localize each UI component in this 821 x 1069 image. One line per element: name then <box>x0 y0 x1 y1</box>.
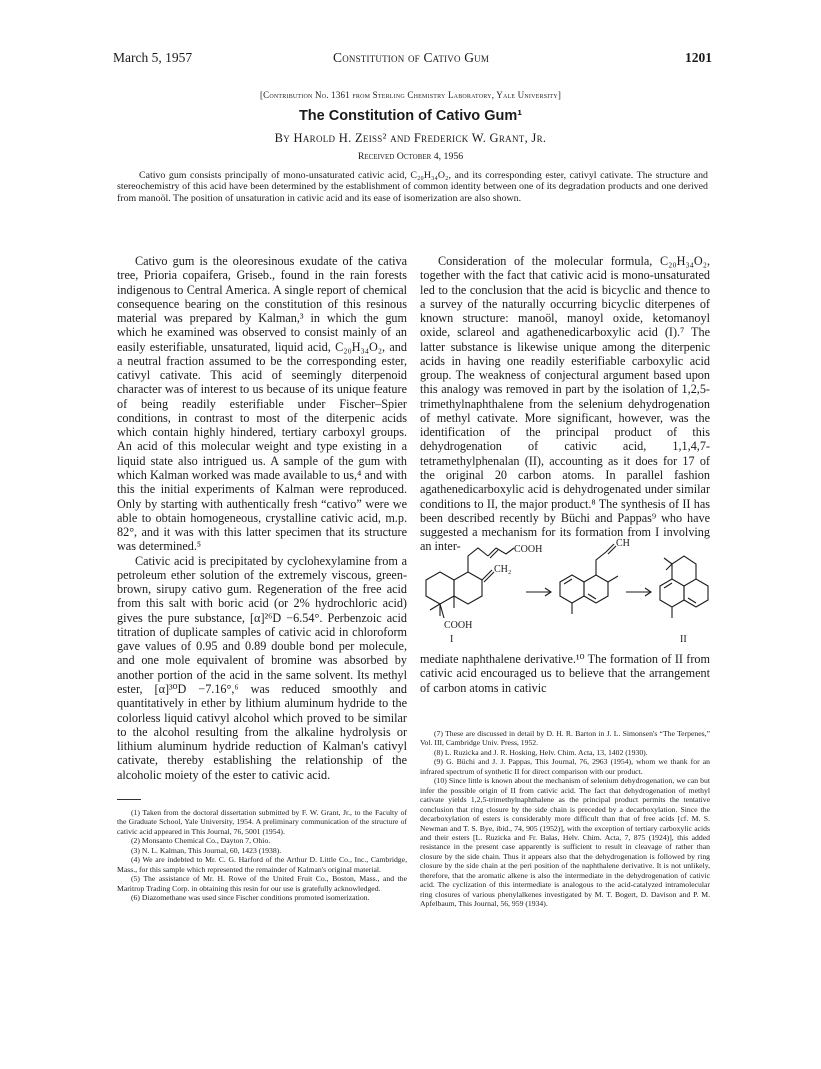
footnote-10: (10) Since little is known about the mechanism of selenium dehydrogenation, we can but infer the possible origin of II from cativic acid. The fact that dehydrogenation of methyl cativate yields 1,2,5-trimethylnaphthalene as the principal product permits the tentative conclusion that ring closure by the side chain is preceded by a decarboxylation. Since the decarboxylation of esters is considerably more difficult than that of free acids [cf. M. S. Newman and T. S. Bye, ibid., 74, 905 (1952)], with the exception of tertiary carboxylic acids and their esters [L. Ruzicka and Fr. Balas, Helv. Chim. Acta, 7, 875 (1924)], this added resistance in the present case apparently is sufficient to result in cleavage of rather than closure by the side chain. Thus it appears also that the dehydrogenation is followed by ring closure by the side chain at the peri position of the naphthalene derivative. It is not unlikely, therefore, that the aromatic alkene is also the intermediate in the dehydrogenation of cativic acid. The cyclization of this intermediate is analogous to the acid-catalyzed intramolecular ring closures of various phenylalkenes investigated by M. T. Bogert, D. Davison and P. M. Apfelbaum, This Journal, 56, 959 (1934). <box>420 776 710 909</box>
right-column <box>420 254 710 554</box>
right-footnotes <box>420 729 710 909</box>
footnote-2: (2) Monsanto Chemical Co., Dayton 7, Ohio. <box>131 836 271 846</box>
contribution-line: [Contribution No. 1361 from Sterling Chemistry Laboratory, Yale University] <box>259 90 562 100</box>
author-line: By Harold H. Zeiss² and Frederick W. Grant, Jr. <box>274 131 547 145</box>
right-column-continued <box>420 652 710 695</box>
intermediate-structure-rings <box>560 544 618 614</box>
label-cooh-bottom: COOH <box>444 620 473 631</box>
label-ch2: CH₂ <box>494 564 512 575</box>
left-footnotes <box>117 808 407 903</box>
left-paragraph-2: Cativic acid is precipitated by cyclohexylamine from a petroleum ether solution of the extremely viscous, green-brown, sirupy cativo gum. Regeneration of the free acid from this salt with boric acid (or 2% hydrochloric acid) gives the pure substance, [α]²⁶D −6.54°. Perbenzoic acid titration of duplicate samples of cativic acid in chloroform gave values of 0.95 and 0.89 double bond per molecule, and one mole equivalent of bromine was absorbed by another portion of the acid in the same solvent. Its methyl ester, [α]³⁰D −7.16°,⁶ was reduced smoothly and quantitatively in ether by lithium aluminum hydride to the colorless liquid cativyl alcohol which proved to be similar to the alcohol resulting from the alkaline hydrolysis or lithium aluminum hydride reduction of Kalman's cativyl cativate, thereby establishing the relationship of the alcoholic moiety of the ester to cativic acid. <box>117 553 407 782</box>
structure-II-rings <box>660 556 708 618</box>
right-paragraph-2: mediate naphthalene derivative.¹⁰ The formation of II from cativic acid encouraged us to believe that the arrangement of carbon atoms in cativic <box>420 652 710 695</box>
structure-I-rings <box>426 548 514 618</box>
footnote-5: (5) The assistance of Mr. H. Rowe of the United Fruit Co., Boston, Mass., and the Maritrop Trading Corp. in obtaining this resin for our use is gratefully acknowledged. <box>117 874 407 893</box>
footnote-8: (8) L. Ruzicka and J. R. Hosking, Helv. Chim. Acta, 13, 1402 (1930). <box>434 747 648 757</box>
footnote-divider <box>117 799 141 800</box>
running-title: Constitution of Cativo Gum <box>333 50 490 65</box>
left-paragraph-1: Cativo gum is the oleoresinous exudate of the cativa tree, Prioria copaifera, Griseb., found in the rain forests indigenous to Central America. A single report of chemical consequence bearing on the constitution of this resinous material was prepared by Kalman,³ in which the gum which he examined was observed to consist mainly of an easily esterifiable, unsaturated, liquid acid, C₂₀H₃₄O₂, and a neutral fraction assumed to be the corresponding ester, cativyl cativate. This acid of seemingly diterpenoid character was of interest to us because of its unique feature of being readily esterifiable under Fischer–Spier conditions, in contrast to most of the diterpenic acids which contain highly hindered, tertiary carboxyl groups. An acid of this molecular weight and type existing in a liquid state also intrigued us. A sample of the gum with which Kalman worked was made available to us,⁴ and with this the initial experiments of Kalman were reproduced. Only by starting with authentically fresh “cativo” were we able to obtain homogeneous, crystalline cativic acid, m.p. 82°, and it was with this latter specimen that its structure was determined.⁵ <box>117 254 407 554</box>
left-column <box>117 254 407 782</box>
header-date: March 5, 1957 <box>113 50 193 65</box>
footnote-6: (6) Diazomethane was used since Fischer conditions promoted isomerization. <box>131 893 370 903</box>
abstract: Cativo gum consists principally of mono-unsaturated cativic acid, C₂₀H₃₄O₂, and its corresponding ester, cativyl cativate. The structure and stereochemistry of this acid have been determined by the establishment of common identity between one of its degradation products and one derived from manoöl. The position of unsaturation in cativic acid and its ease of isomerization are also shown. <box>117 170 708 204</box>
right-paragraph-1: Consideration of the molecular formula, C₂₀H₃₄O₂, together with the fact that cativic acid is mono-unsaturated led to the conclusion that the acid is bicyclic and thence to a survey of the naturally occurring bicyclic diterpenes of known structure: manoöl, manoyl oxide, ketomanoyl oxide, sclareol and agathenedicarboxylic acid (I).⁷ The latter substance is likewise unique among the diterpenic acids in having one readily esterifiable carboxylic acid group. The weakness of conjectural argument based upon this analogy was removed in part by the isolation of 1,2,5-trimethylnaphthalene from the selenium dehydrogenation of methyl cativate. More significant, however, was the identification of the principal product of this dehydrogenation of cativic acid, 1,1,4,7-tetramethylphenalan (II), accounting as it does for 17 of the original 20 carbon atoms. In parallel fashion agathenedicarboxylic acid is dehydrogenated under similar conditions to II, the major product.⁸ The synthesis of II has been described recently by Büchi and Pappas⁹ who have suggested a mechanism for its formation from I involving an inter- <box>420 254 710 554</box>
article-title: The Constitution of Cativo Gum¹ <box>298 108 523 124</box>
label-cooh-top: COOH <box>514 544 543 555</box>
label-ch: CH <box>616 538 630 549</box>
footnote-1: (1) Taken from the doctoral dissertation submitted by F. W. Grant, Jr., to the Faculty of the Graduate School, Yale University, 1954. A preliminary communication of the structure of cativic acid appeared in This Journal, 76, 5001 (1954). <box>117 808 407 836</box>
footnote-9: (9) G. Büchi and J. J. Pappas, This Journal, 76, 2963 (1954), whom we thank for an infrared spectrum of synthetic II for direct comparison with our product. <box>420 757 710 776</box>
footnote-3: (3) N. L. Kalman, This Journal, 60, 1423 (1938). <box>131 845 282 855</box>
chemical-structures-figure <box>420 536 710 648</box>
page-number: 1201 <box>685 50 712 65</box>
received-date: Received October 4, 1956 <box>357 151 464 162</box>
label-structure-I: I <box>450 634 454 645</box>
footnote-7: (7) These are discussed in detail by D. H. R. Barton in J. L. Simonsen's “The Terpenes,” Vol. III, Cambridge Univ. Press, 1952. <box>420 729 710 748</box>
label-structure-II: II <box>680 634 687 645</box>
footnote-4: (4) We are indebted to Mr. C. G. Harford of the Arthur D. Little Co., Inc., Cambridge, Mass., for this sample which represented the remainder of Kalman's original material. <box>117 855 407 874</box>
